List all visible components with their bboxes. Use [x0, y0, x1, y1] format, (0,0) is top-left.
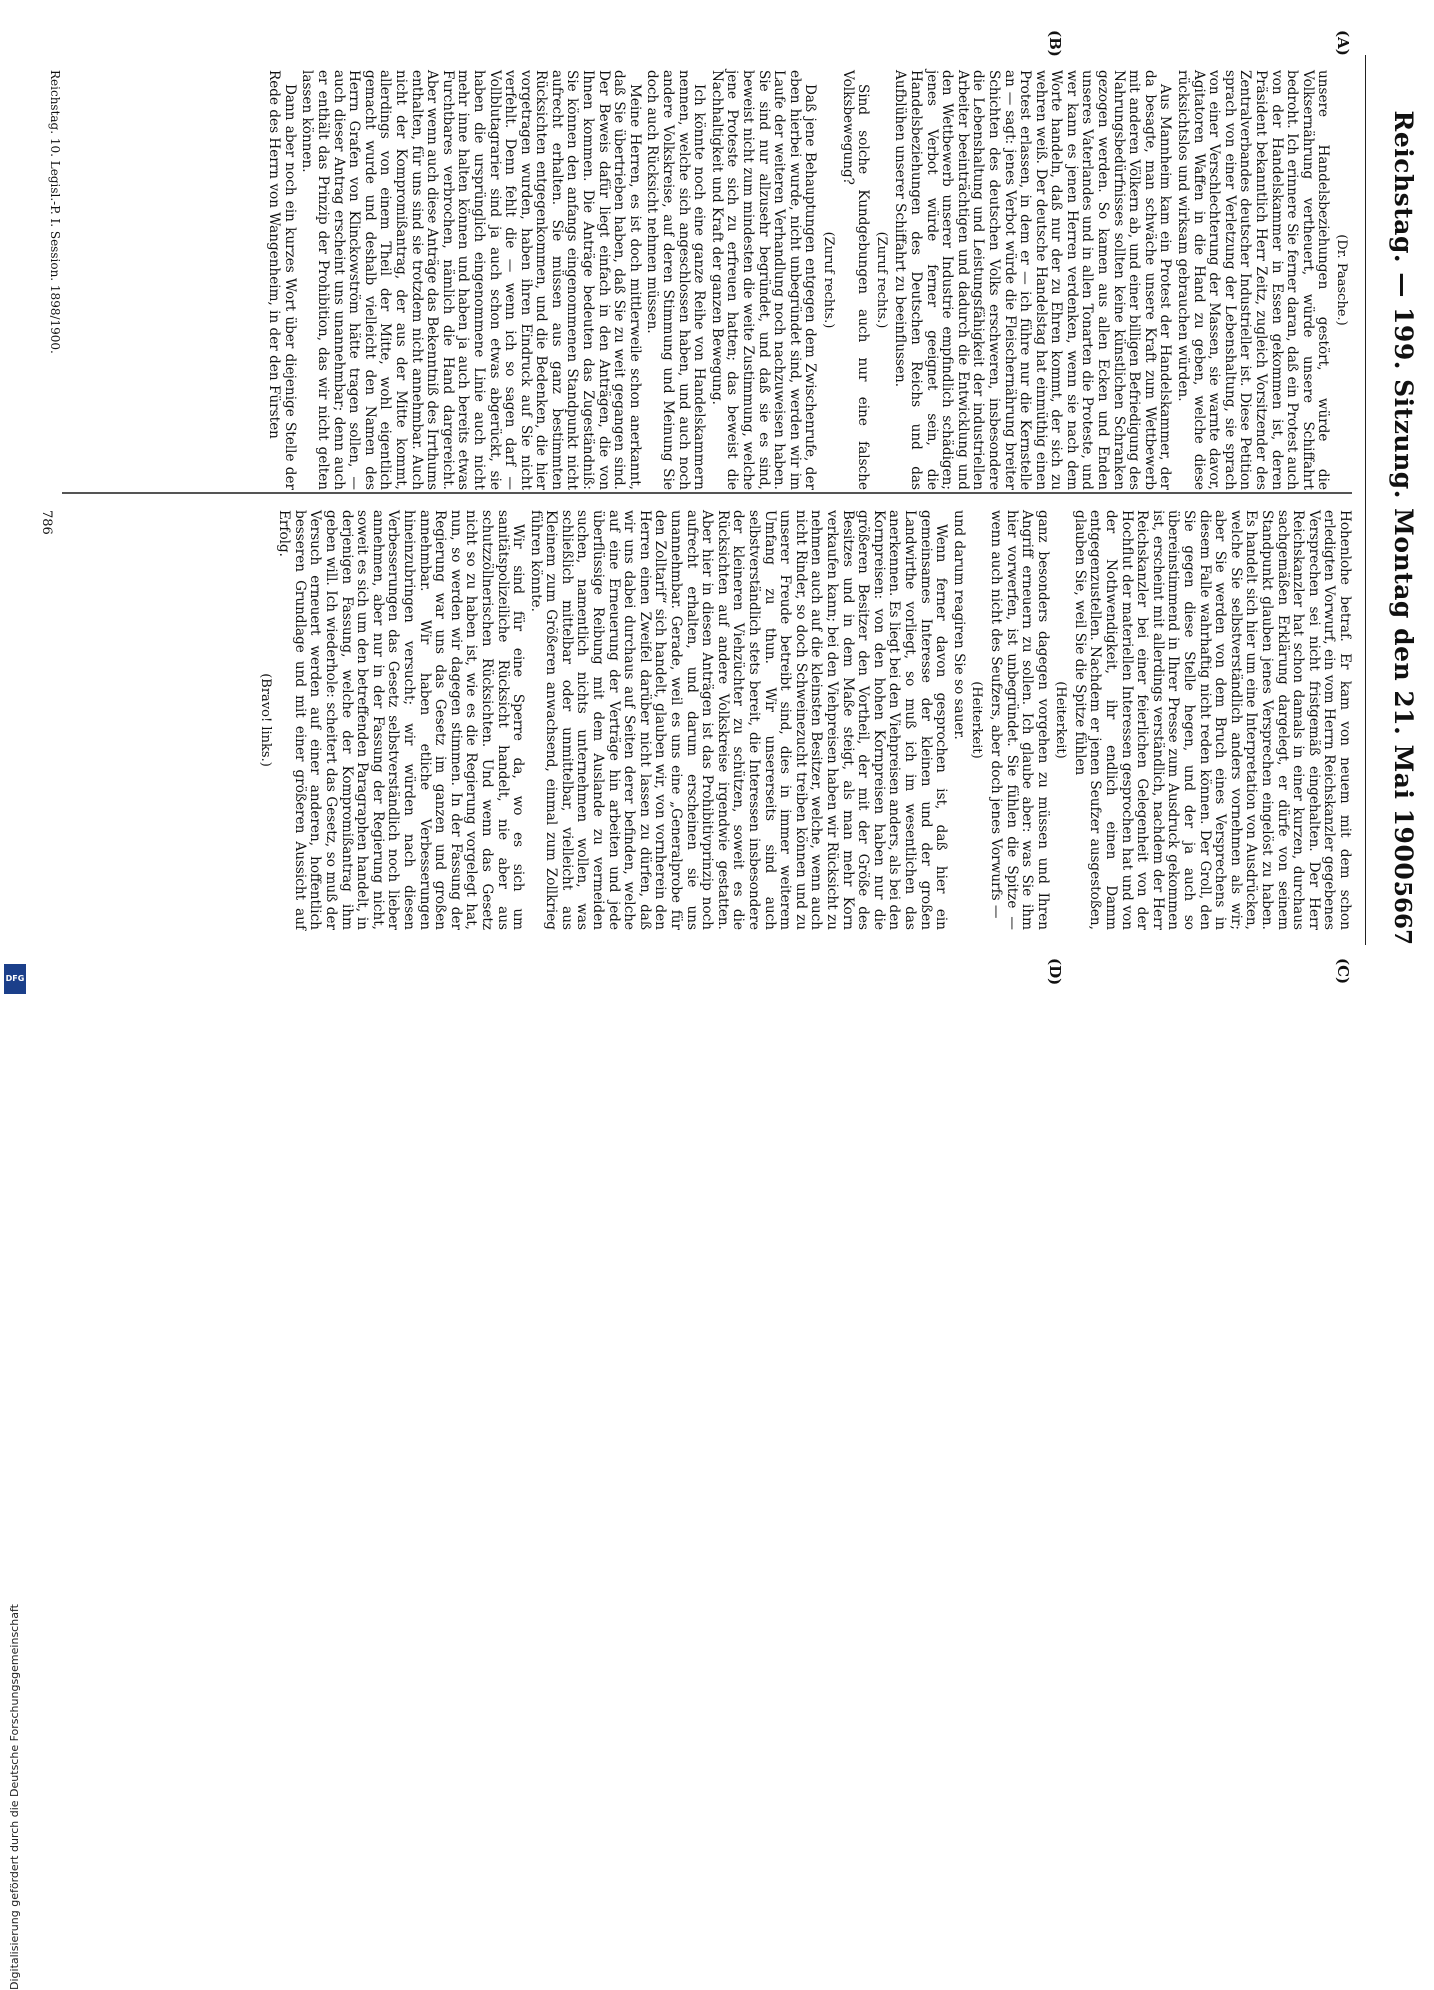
left-column	[264, 70, 1352, 490]
paragraph: Meine Herren, es ist doch mittlerweile schon anerkannt, daß Sie übertrieben haben, daß Sie zu weit gegangen sind. Der Beweis dafür liegt einfach in den Anträgen, die von Ihnen kommen. Die Anträge bedeuten das Zugeständniß: Sie können den anfangs eingenommenen Standpunkt nicht aufrecht erhalten. Sie müssen aus ganz bestimmten Rücksichten entgegenkommen, und die Bedenken, die hier vorgetragen wurden, haben ihren Eindruck auf Sie nicht verfehlt. Denn fehlt die — wenn ich so sagen darf — Vollblutagrarier sind ja auch schon etwas abgerückt, sie haben die ursprünglich eingenommene Linie auch nicht mehr inne halten können und haben ja auch bereits etwas Furchtbares verbrochen, nämlich die Hand dargereicht. Aber wenn auch diese Anträge das Bekenntniß des Irrthums enthalten, für uns sind sie trotzdem nicht annehmbar. Auch nicht der Kompromißantrag, der aus der Mitte kommt, allerdings von einem Theil der Mitte, wohl eigentlich gemacht wurde und deshalb vielleicht den Namen des Herrn Grafen von Klinckowström hätte tragen sollen, — auch dieser Antrag erscheint uns unannehmbar; denn auch er enthält das Prinzip der Prohibition, das wir nicht gelten lassen können.	[299, 70, 643, 490]
right-column	[254, 510, 1352, 930]
footer-session: Reichstag. 10. Legisl.-P. I. Session. 1898/1900.	[48, 70, 62, 354]
paragraph: Daß jene Behauptungen entgegen dem Zwischenrufe, der eben hierbei wurde, nicht unbegründet sind, werden wir im Laufe der weiteren Verhandlung noch nachzuweisen haben. Sie sind nur allzusehr begründet, und daß sie es sind, beweist nicht zum mindesten die weite Zustimmung, welche jene Proteste sich zu erfreuen hatten; das beweist die Nachhaltigkeit und Kraft der ganzen Bewegung.	[708, 70, 819, 490]
paragraph: Ich könnte noch eine ganze Reihe von Handelskammern nennen, welche sich angeschlossen haben, und auch noch andere Volkskreise, auf deren Stimmung und Meinung Sie doch auch Rücksicht nehmen müssen.	[644, 70, 708, 490]
speaker-label: (Dr. Paasche.)	[1334, 234, 1349, 326]
dfg-logo: DFG	[4, 964, 26, 994]
margin-mark-a: (A)	[1334, 30, 1352, 56]
paragraph: ganz besonders dagegen vorgehen zu müssen und Ihren Angriff erneuern zu sollen. Ich glaube aber: was Sie ihm hier vorwerfen, ist unbegründet. Sie fühlen die Spitze — wenn auch nicht des Seufzers, aber doch jenes Vorwurfs —	[987, 510, 1051, 930]
margin-mark-b: (B)	[1046, 30, 1064, 57]
paragraph: Hohenlohe betraf. Er kam von neuem mit dem schon erledigten Vorwurf, ein vom Herrn Reichskanzler gegebenes Versprechen sei nicht fristgemäß eingehalten. Der Herr Reichskanzler hat schon damals in einer kurzen, durchaus sachgemäßen Erklärung dargelegt, er dürfe von seinem Standpunkt glauben jenes Versprechen eingelöst zu haben. Es handelt sich hier um eine Interpretation von Ausdrücken, welche Sie selbstverständlich anders vornehmen als wir; aber Sie werden von dem Bruch eines Versprechens in diesem Falle wahrhaftig nicht reden können. Der Groll, den Sie gegen diese Stelle hegen, und der ja auch so übereinstimmend in Ihrer Presse zum Ausdruck gekommen ist, erscheint mit allerdings verständlich, nachdem der Herr Reichskanzler bei einer feierlichen Gelegenheit von der Hochflut der materiellen Interessen gesprochen hat und von der Nothwendigkeit, ihr endlich einen Damm entgegenzustellen. Nachdem er jenen Seufzer ausgestoßen, glauben Sie, weil Sie die Spitze fühlen	[1071, 510, 1353, 930]
paragraph: Sind solche Kundgebungen auch nur eine falsche Volksbewegung?	[839, 70, 872, 490]
paragraph: Aus Mannheim kam ein Protest der Handelskammer, der da besagte, man schwäche unsere Kraft zum Wettbewerb mit anderen Völkern ab, und einer billigen Befriedigung des Nahrungsbedürfnisses sollten keine künstlichen Schranken gezogen werden. So kamen aus allen Ecken und Enden unseres Vaterlandes und in allen Tonarten die Proteste, und wer kann es jenen Herren verdenken, wenn sie nach dem Worte handeln, daß nur der zu Ehren kommt, der sich zu wehren weiß. Der deutsche Handelstag hat einmüthig einen Protest erlassen, in dem er — ich führe nur die Kernstelle an — sagt: jenes Verbot würde die Fleischernährung breiter Schichten des deutschen Volks erschweren, insbesondere die Lebenshaltung und Leistungsfähigkeit der industriellen Arbeiter beeinträchtigen und dadurch die Entwicklung und den Wettbewerb unserer Industrie empfindlich schädigen; jenes Verbot würde ferner geeignet sein, die Handelsbeziehungen des Deutschen Reichs und das Aufblühen unserer Schiffahrt zu beeinflussen.	[892, 70, 1174, 490]
paragraph: Wir sind für eine Sperre da, wo es sich um sanitätspolizeiliche Rücksicht handelt, nie aber aus schutzzöllnerischen Rücksichten. Und wenn das Gesetz nicht so zu haben ist, wie es die Regierung vorgelegt hat, nun, so werden wir dagegen stimmen. In der Fassung der Regierung war uns das Gesetz im ganzen und großen annehmbar. Wir haben etliche Verbesserungen hineinzubringen versucht; wir würden nach diesen Verbesserungen das Gesetz selbstverständlich noch lieber annehmen, aber nur in der Fassung der Regierung nicht, soweit es sich um den betreffenden Paragraphen handelt, in derjenigen Fassung, welche der Kompromißantrag ihm geben will. Ich wiederhole: scheitert das Gesetz, so muß der Versuch erneuert werden auf einer anderen, hoffentlich besseren Grundlage und mit einer größeren Aussicht auf Erfolg.	[276, 510, 527, 930]
interjection: (Heiterkeit)	[1053, 681, 1069, 759]
paragraph: Wenn ferner davon gesprochen ist, daß hier ein gemeinsames Interesse der kleinen und der großen Landwirthe vorliegt, so muß ich im wesentlichen das anerkennen. Es liegt bei den Viehpreisen anders, als bei den Kornpreisen: von den hohen Kornpreisen haben nur die größeren Besitzer den Vortheil, der mit der Größe des Besitzes und in dem Maße steigt, als man mehr Korn verkaufen kann; bei den Viehpreisen haben wir Rücksicht zu nehmen auch auf die kleinsten Besitzer, welche, wenn auch nicht Rinder, so doch Schweinezucht treiben können und zu unserer Freude betreibt sind, dies in immer weiterem Umfang zu thun. Wir unsererseits sind auch selbstverständlich stets bereit, die Interessen insbesondere der kleineren Viehzüchter zu schützen, soweit es die Rücksichten auf andere Volkskreise irgendwie gestatten. Aber hier in diesen Anträgen ist das Prohibitivprinzip noch aufrecht erhalten, und darum erscheinen sie uns unannehmbar. Gerade, weil es uns eine „Generalprobe für den Zolltarif“ sich handelt, glauben wir, von vornherein den Herren einen Zweifel darüber nicht lassen zu dürfen, daß wir uns dabei durchaus auf Seiten derer befinden, welche auf eine Erneuerung der Verträge hin arbeiten und jede überflüssige Reibung mit dem Auslande zu vermeiden suchen, namentlich nichts unternehmen wollen, was schließlich mittelbar oder unmittelbar, vielleicht aus Kleinem zum Größeren anwachsend, einmal zum Zollkrieg führen könnte.	[527, 510, 950, 930]
page-header	[1365, 55, 1424, 945]
interjection: (Heiterkeit)	[969, 681, 985, 759]
interjection: (Zuruf rechts.)	[821, 231, 836, 329]
interjection: (Zuruf rechts.)	[873, 231, 889, 329]
header-title: Reichstag. — 199. Sitzung. Montag den 21. Mai 1900.	[1389, 110, 1418, 890]
footer-number: 786	[39, 510, 54, 535]
digitization-text: Digitalisierung gefördert durch die Deutsche Forschungsgemeinschaft	[8, 1604, 21, 1990]
margin-mark-d: (D)	[1046, 958, 1064, 986]
interjection: (Bravo! links.)	[257, 673, 273, 767]
paragraph: Dann aber noch ein kurzes Wort über diejenige Stelle der Rede des Herrn von Wangenheim, in der den Fürsten	[266, 70, 298, 490]
margin-mark-c: (C)	[1334, 958, 1352, 985]
paragraph: unsere Handelsbeziehungen gestört, würde die Volksernährung vertheuert, würde unsere Schiffahrt bedroht. Ich erinnere Sie ferner daran, daß ein Protest auch von der Handelskammer in Essen gekommen ist, deren Präsident bekanntlich Herr Zeitz, zugleich Vorsitzender des Zentralverbandes deutscher Industrieller ist. Diese Petition sprach von einer Verletzung der Lebenshaltung, sie sprach von einer Verschlechterung der Massen, sie warnte davor, Agitatoren Waffen in die Hand zu geben, welche diese rücksichtslos und wirksam gebrauchen würden.	[1175, 70, 1332, 490]
digitization-note	[8, 1000, 24, 1990]
page-number: 5667	[1389, 880, 1416, 945]
column-divider	[62, 492, 1352, 494]
paragraph: und darum reagiren Sie so sauer.	[950, 510, 967, 740]
